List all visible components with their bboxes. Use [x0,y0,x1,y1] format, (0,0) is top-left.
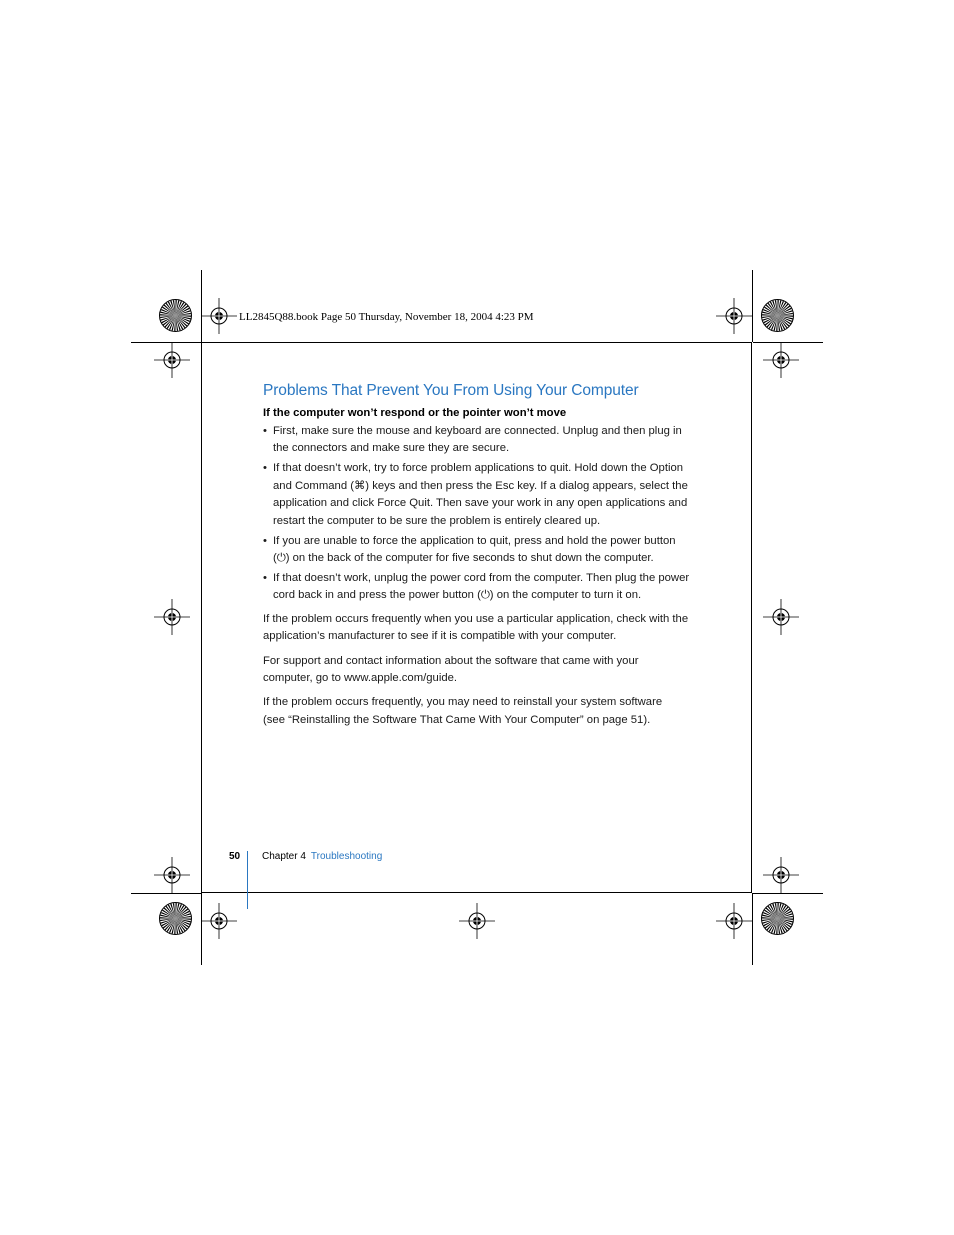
star-target-icon [159,299,192,332]
footer-chapter [262,851,382,862]
bullet-list [263,423,713,605]
bullet-line: cord back in and press the power button (⏻) on the computer to turn it on. [273,589,642,602]
footer-rule [247,851,248,909]
trim-line [752,893,753,965]
bullet-line: the connectors and make sure they are secure. [273,442,510,455]
page-title: Problems That Prevent You From Using Your Computer [263,382,639,399]
body-paragraph [263,611,713,646]
registration-mark-icon [201,903,237,939]
section-label: Troubleshooting [310,851,383,862]
page-content [263,382,713,729]
bullet-icon: • [263,534,267,547]
paragraph-line: If the problem occurs frequently, you may need to reinstall your system software [263,696,663,709]
body-paragraph [263,694,713,729]
bullet-icon: • [263,572,267,585]
bullet-line: restart the computer to be sure the problem is entirely cleared up. [273,514,601,527]
registration-mark-icon [763,857,799,893]
bullet-line: (⏻) on the back of the computer for five seconds to shut down the computer. [273,552,654,565]
bullet-item [263,423,713,458]
trim-line [753,893,823,894]
registration-mark-icon [716,903,752,939]
bullet-line: First, make sure the mouse and keyboard are connected. Unplug and then plug in [273,425,682,437]
bullet-line: and Command (⌘) keys and then press the Esc key. If a dialog appears, select the [273,479,688,492]
page-number: 50 [229,851,241,862]
registration-mark-icon [459,903,495,939]
bullet-line: application and click Force Quit. Then save your work in any open applications and [273,497,688,510]
body-paragraphs [263,611,713,729]
registration-mark-icon [154,342,190,378]
trim-line [752,270,753,342]
bullet-item [263,533,713,568]
bullet-line: If that doesn’t work, unplug the power cord from the computer. Then plug the power [273,572,690,585]
body-paragraph [263,653,713,688]
star-target-icon [761,902,794,935]
star-target-icon [761,299,794,332]
bullet-icon: • [263,462,267,475]
bullet-icon: • [263,425,267,437]
registration-mark-icon [154,599,190,635]
bullet-line: If you are unable to force the application to quit, press and hold the power button [273,534,676,547]
chapter-label: Chapter 4 [262,851,306,862]
paragraph-line: If the problem occurs frequently when you use a particular application, check with the [263,612,689,625]
registration-mark-icon [763,342,799,378]
section-subhead: If the computer won’t respond or the pointer won’t move [263,407,567,419]
registration-mark-icon [201,298,237,334]
paragraph-line: (see “Reinstalling the Software That Came With Your Computer” on page 51). [263,713,651,726]
bullet-item [263,570,713,605]
paragraph-line: For support and contact information about the software that came with your [263,654,639,667]
bullet-line: If that doesn’t work, try to force problem applications to quit. Hold down the Option [273,462,684,475]
paragraph-line: application’s manufacturer to see if it is compatible with your computer. [263,630,617,643]
star-target-icon [159,902,192,935]
bullet-item [263,460,713,530]
trim-line [131,893,201,894]
paragraph-line: computer, go to www.apple.com/guide. [263,672,458,685]
print-slug: LL2845Q88.book Page 50 Thursday, November 18, 2004 4:23 PM [239,311,534,323]
registration-mark-icon [716,298,752,334]
registration-mark-icon [763,599,799,635]
registration-mark-icon [154,857,190,893]
